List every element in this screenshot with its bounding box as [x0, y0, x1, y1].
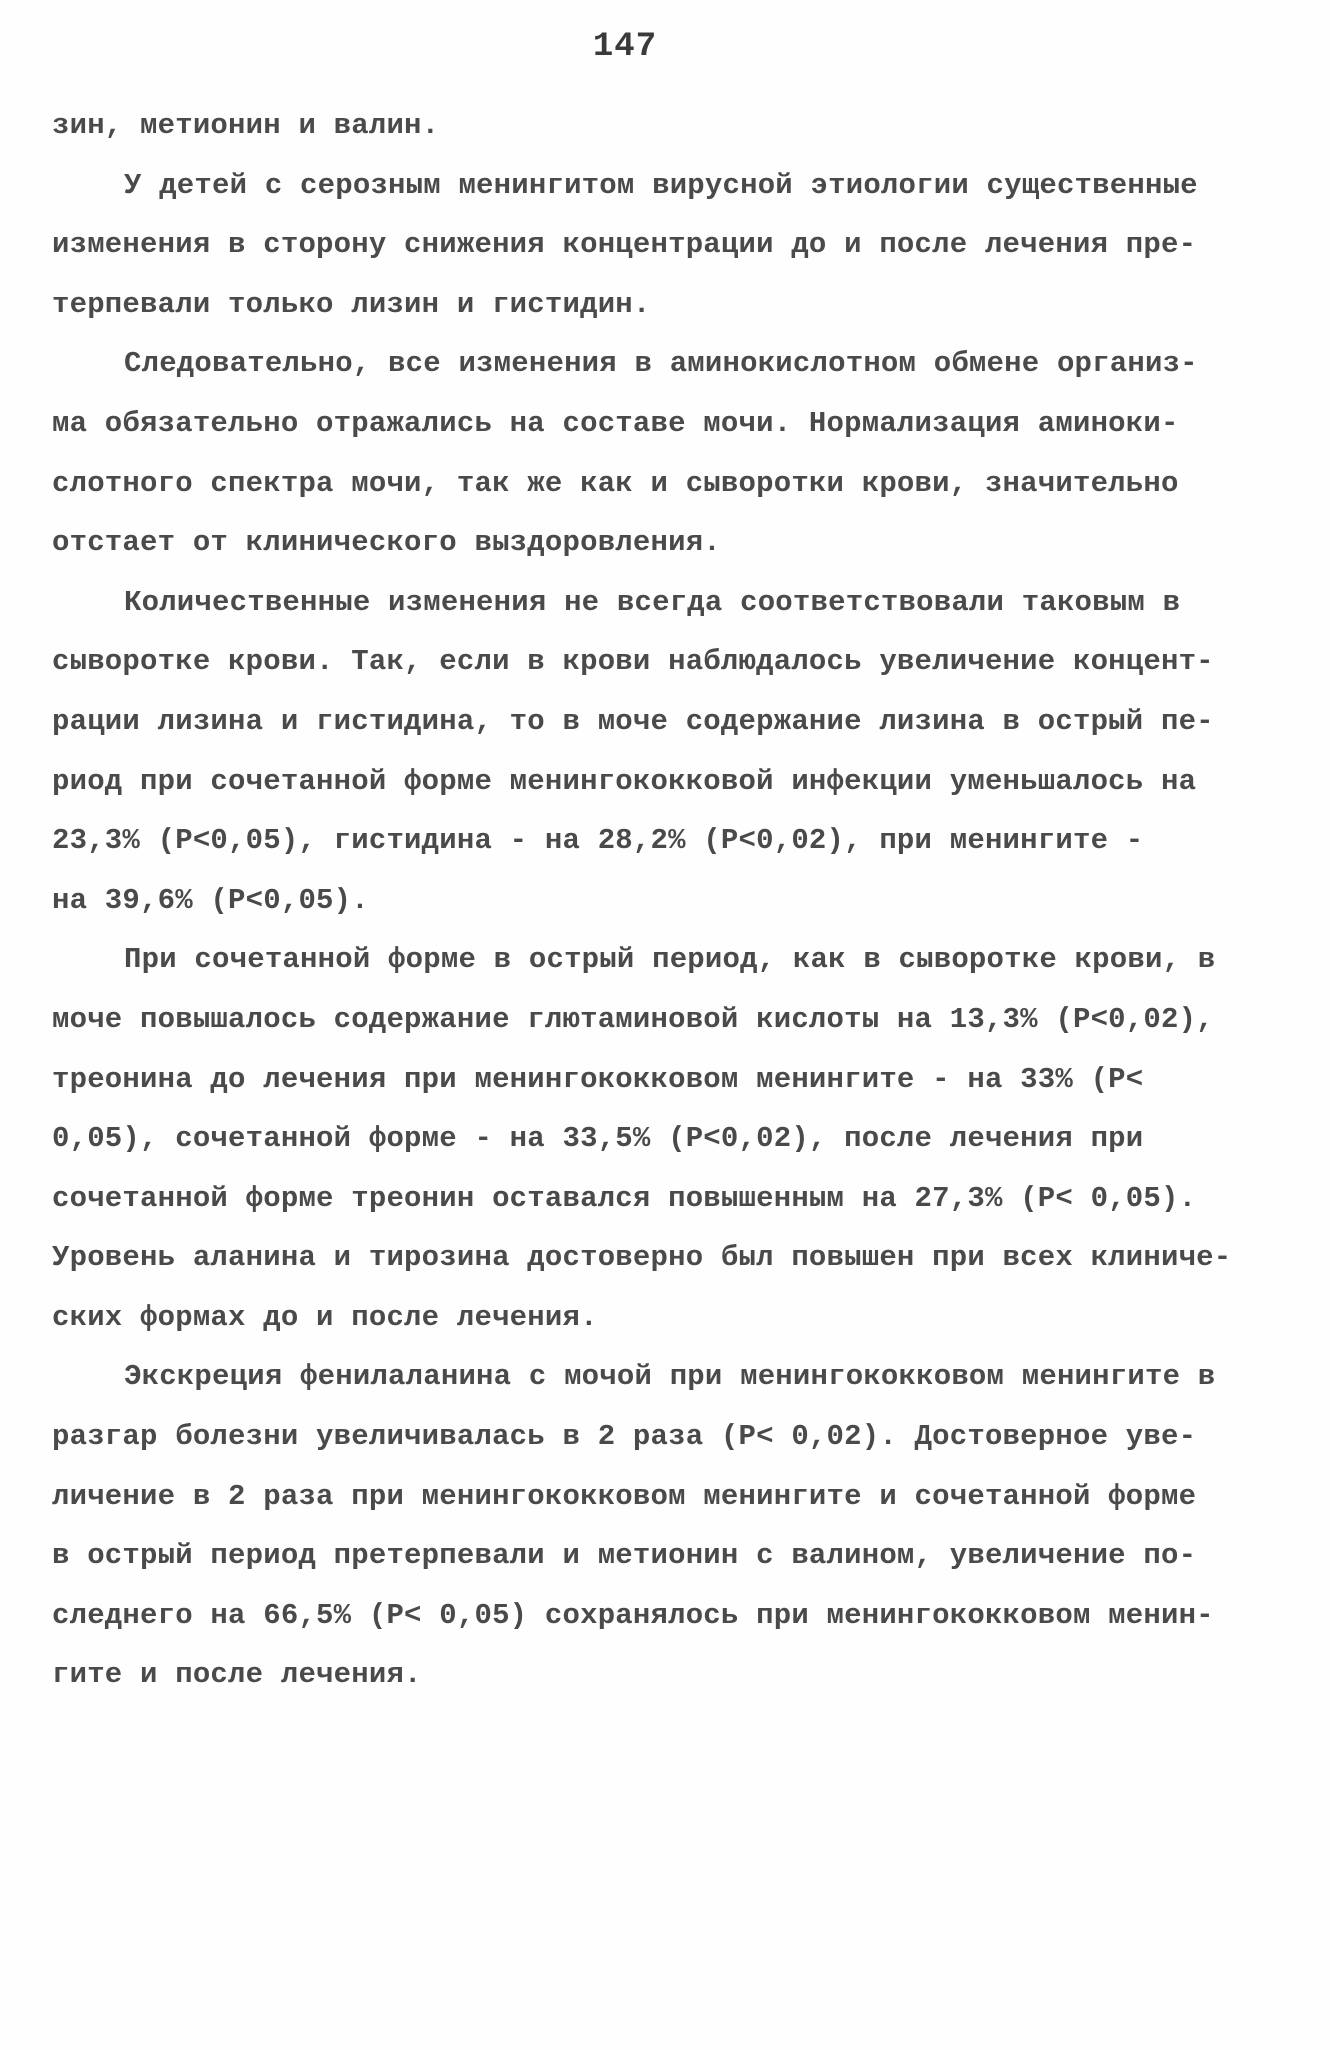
- text-line: моче повышалось содержание глютаминовой кислоты на 13,3% (Р<0,02),: [52, 1002, 1214, 1036]
- text-line: разгар болезни увеличивалась в 2 раза (Р< 0,02). Достоверное уве-: [52, 1420, 1197, 1454]
- text-line: риод при сочетанной форме менингококковой инфекции уменьшалось на: [52, 764, 1197, 798]
- text-line: Следовательно, все изменения в аминокислотном обмене организ-: [124, 347, 1198, 381]
- text-line: треонина до лечения при менингококковом менингите - на 33% (Р<: [52, 1062, 1144, 1096]
- text-line: сыворотке крови. Так, если в крови наблюдалось увеличение концент-: [52, 645, 1214, 679]
- text-line: гите и после лечения.: [52, 1658, 422, 1692]
- text-line: слотного спектра мочи, так же как и сыворотки крови, значительно: [52, 466, 1179, 500]
- text-line: терпевали только лизин и гистидин.: [52, 287, 651, 321]
- text-line: 23,3% (Р<0,05), гистидина - на 28,2% (Р<0,02), при менингите -: [52, 824, 1144, 858]
- text-line: рации лизина и гистидина, то в моче содержание лизина в острый пе-: [52, 704, 1214, 738]
- text-line: При сочетанной форме в острый период, как в сыворотке крови, в: [124, 943, 1216, 977]
- text-line: 0,05), сочетанной форме - на 33,5% (Р<0,02), после лечения при: [52, 1122, 1144, 1156]
- text-line: личение в 2 раза при менингококковом менингите и сочетанной форме: [52, 1479, 1197, 1513]
- body-text: [52, 96, 1292, 1705]
- text-line: на 39,6% (Р<0,05).: [52, 883, 369, 917]
- text-line: зин, метионин и валин.: [52, 109, 440, 142]
- page-number: 147: [592, 28, 658, 66]
- text-line: Количественные изменения не всегда соответствовали таковым в: [124, 585, 1181, 619]
- text-line: ма обязательно отражались на составе мочи. Нормализация аминоки-: [52, 406, 1179, 440]
- text-line: Экскреция фенилаланина с мочой при менингококковом менингите в: [124, 1360, 1216, 1394]
- text-line: отстает от клинического выздоровления.: [52, 526, 721, 560]
- text-line: изменения в сторону снижения концентрации до и после лечения пре-: [52, 228, 1197, 262]
- text-line: в острый период претерпевали и метионин с валином, увеличение по-: [52, 1539, 1197, 1573]
- text-line: У детей с серозным менингитом вирусной этиологии существенные: [124, 168, 1198, 202]
- text-line: ских формах до и после лечения.: [52, 1300, 598, 1334]
- text-line: сочетанной форме треонин оставался повышенным на 27,3% (Р< 0,05).: [52, 1181, 1197, 1215]
- text-line: следнего на 66,5% (Р< 0,05) сохранялось при менингококковом менин-: [52, 1598, 1214, 1632]
- text-line: Уровень аланина и тирозина достоверно был повышен при всех клиниче-: [52, 1241, 1232, 1275]
